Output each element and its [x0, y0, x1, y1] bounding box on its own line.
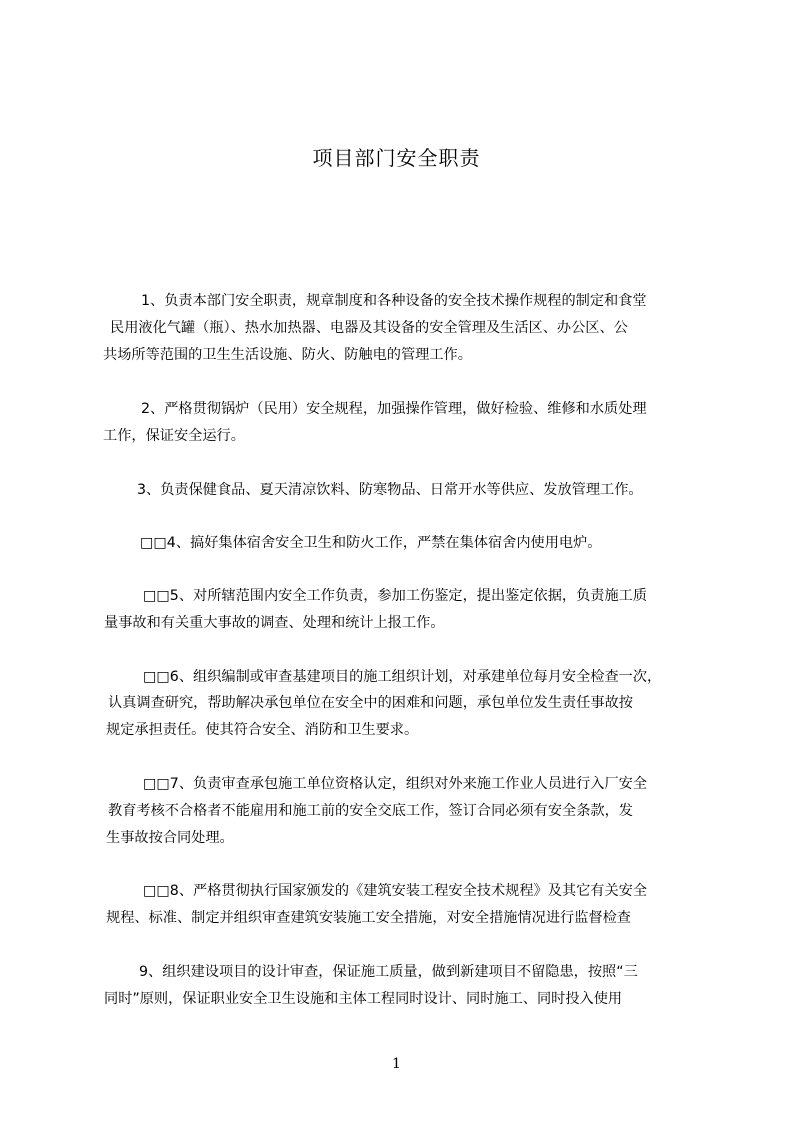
paragraph-line: 3、负责保健食品、夏天清凉饮料、防寒物品、日常开水等供应、发放管理工作。 [137, 482, 643, 498]
paragraph-line: □□8、严格贯彻执行国家颁发的《建筑安装工程安全技术规程》及其它有关安全 [143, 883, 648, 899]
paragraph-line: 量事故和有关重大事故的调查、处理和统计上报工作。 [104, 615, 445, 631]
paragraph-line: 工作，保证安全运行。 [103, 428, 245, 444]
paragraph-line: 共场所等范围的卫生生活设施、防火、防触电的管理工作。 [103, 347, 472, 363]
paragraph-line: 规定承担责任。使其符合安全、消防和卫生要求。 [106, 722, 419, 738]
paragraph-line: 规程、标准、制定并组织审查建筑安装施工安全措施，对安全措施情况进行监督检查 [106, 910, 631, 926]
paragraph-line: 民用液化气罐（瓶）、热水加热器、电器及其设备的安全管理及生活区、办公区、公 [110, 320, 628, 336]
paragraph-line: 9、组织建设项目的设计审查，保证施工质量，做到新建项目不留隐患，按照“三 [139, 964, 638, 980]
paragraph-line: 2、严格贯彻锅炉（民用）安全规程，加强操作管理，做好检验、维修和水质处理 [141, 401, 647, 417]
paragraph-line: 同时”原则，保证职业安全卫生设施和主体工程同时设计、同时施工、同时投入使用 [104, 991, 623, 1007]
paragraph-line: 认真调查研究，帮助解决承包单位在安全中的困难和问题，承包单位发生责任事故按 [108, 695, 633, 711]
paragraph-line: 1、负责本部门安全职责，规章制度和各种设备的安全技术操作规程的制定和食堂 [141, 293, 647, 309]
paragraph-line: 教育考核不合格者不能雇用和施工前的安全交底工作，签订合同必须有安全条款，发 [108, 803, 633, 819]
paragraph-line: □□5、对所辖范围内安全工作负责，参加工伤鉴定，提出鉴定依据，负责施工质 [143, 588, 648, 604]
page-number: 1 [392, 1056, 401, 1072]
paragraph-line: □□6、组织编制或审查基建项目的施工组织计划，对承建单位每月安全检查一次， [143, 669, 662, 685]
paragraph-line: 生事故按合同处理。 [106, 830, 234, 846]
paragraph-line: □□4、搞好集体宿舍安全卫生和防火工作，严禁在集体宿舍内使用电炉。 [140, 535, 602, 551]
paragraph-line: □□7、负责审查承包施工单位资格认定，组织对外来施工作业人员进行入厂安全 [143, 776, 648, 792]
page-title: 项目部门安全职责 [312, 146, 481, 170]
